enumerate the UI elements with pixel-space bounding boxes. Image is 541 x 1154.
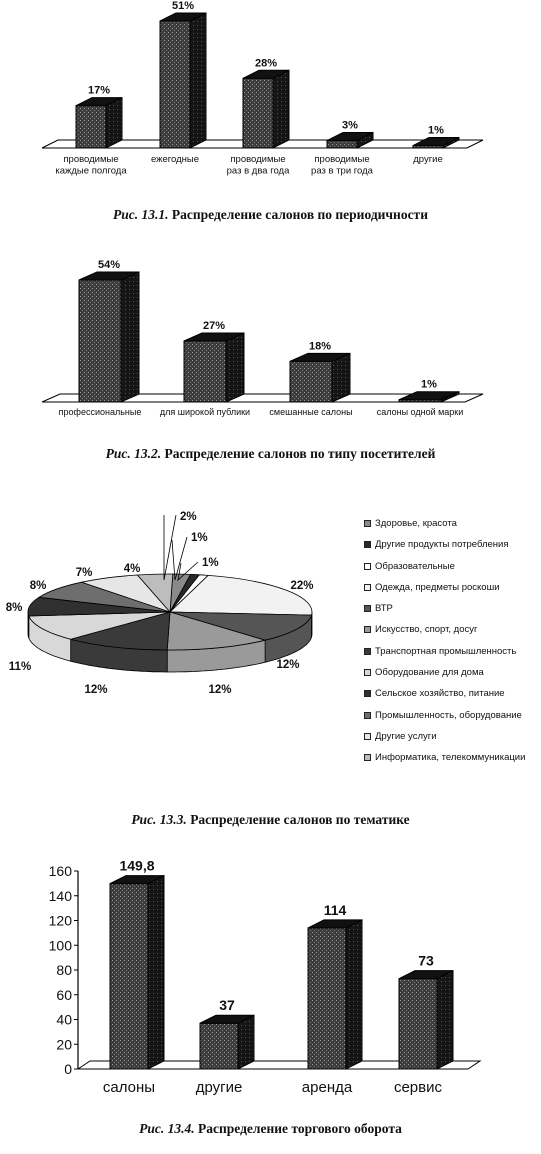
legend-swatch (364, 648, 371, 655)
legend-swatch (364, 712, 371, 719)
y-tick-label: 80 (56, 962, 72, 978)
legend-item (364, 646, 539, 667)
legend-item (364, 731, 539, 752)
category-label: другие (413, 154, 443, 165)
data-label: 37 (219, 997, 235, 1014)
legend-swatch (364, 541, 371, 548)
legend-label: ВТР (375, 603, 393, 615)
legend-label: Одежда, предметы роскоши (375, 581, 500, 593)
category-label: каждые полгода (55, 165, 127, 177)
pie-data-label: 7% (75, 567, 93, 579)
legend-item (364, 624, 539, 645)
caption-fig-13-1: Рис. 13.1. Распределение салонов по периодичности (113, 207, 428, 222)
y-tick-label: 60 (56, 986, 72, 1003)
pie-data-label: 22% (290, 580, 314, 592)
data-label: 54% (97, 259, 121, 271)
legend-item (364, 603, 539, 624)
category-label: аренда (301, 1079, 353, 1096)
legend-label: Искусство, спорт, досуг (375, 624, 478, 636)
data-label: 3% (342, 119, 358, 132)
data-label: 17% (87, 84, 111, 97)
pie-data-label: 4% (123, 563, 141, 575)
legend-item (364, 561, 539, 582)
caption-fig-13-4: Рис. 13.4. Распределение торгового оборота (139, 1121, 402, 1136)
bar-0 (110, 876, 164, 1069)
data-label: 114 (323, 901, 347, 918)
pie-data-label: 12% (84, 684, 108, 696)
category-label: проводимые (230, 154, 286, 165)
y-tick-label: 160 (48, 863, 72, 879)
legend-swatch (364, 754, 371, 761)
data-label: 73 (418, 952, 434, 969)
legend-swatch (364, 584, 371, 591)
pie-data-label: 11% (8, 661, 32, 673)
category-label: раз в два года (226, 165, 290, 177)
y-tick-label: 100 (48, 937, 72, 954)
legend-label: Информатика, телекоммуникации (375, 752, 526, 764)
y-tick-label: 140 (48, 887, 72, 904)
data-label: 149,8 (119, 857, 155, 874)
category-label: проводимые (63, 154, 119, 165)
y-tick-label: 0 (64, 1061, 72, 1077)
caption-fig-13-2: Рис. 13.2. Распределение салонов по типу посетителей (105, 446, 436, 461)
bar-1 (200, 1015, 254, 1069)
legend-item (364, 667, 539, 688)
legend-label: Другие услуги (375, 730, 437, 742)
category-label: смешанные салоны (269, 407, 353, 417)
bar-2 (290, 353, 350, 402)
legend-label: Сельское хозяйство, питание (375, 688, 505, 700)
legend-label: Здоровье, красота (375, 518, 457, 529)
visitors-bar-chart (42, 259, 483, 417)
data-label: 28% (254, 57, 278, 70)
legend-swatch (364, 563, 371, 570)
bar-2 (243, 70, 289, 148)
y-tick-label: 120 (48, 912, 72, 929)
category-label: для широкой публики (159, 407, 251, 417)
legend-swatch (364, 605, 371, 612)
category-label: профессиональные (58, 407, 142, 417)
caption-fig-13-3: Рис. 13.3. Распределение салонов по тематике (131, 812, 410, 827)
topics-legend (364, 518, 539, 774)
pie-data-label: 8% (29, 580, 47, 592)
legend-item (364, 688, 539, 709)
pie-data-label: 1% (191, 532, 208, 544)
data-label: 1% (421, 378, 437, 391)
category-label: ежегодные (150, 154, 200, 165)
data-label: 1% (428, 124, 444, 137)
legend-item (364, 539, 539, 560)
bar-1 (160, 13, 206, 148)
legend-swatch (364, 520, 371, 527)
periodicity-bar-chart (42, 0, 483, 177)
legend-item (364, 518, 539, 539)
bar-1 (184, 333, 244, 402)
data-label: 27% (202, 320, 226, 332)
y-tick-label: 20 (56, 1036, 72, 1053)
topics-pie-chart (6, 511, 314, 696)
data-label: 51% (171, 0, 195, 12)
category-label: другие (195, 1079, 243, 1096)
bar-3 (399, 971, 453, 1069)
legend-swatch (364, 669, 371, 676)
legend-swatch (364, 690, 371, 697)
pie-data-label: 8% (5, 602, 23, 614)
legend-label: Оборудование для дома (375, 667, 484, 679)
legend-swatch (364, 733, 371, 740)
legend-label: Промышленность, оборудование (375, 709, 522, 721)
turnover-bar-chart (49, 858, 480, 1096)
data-label: 18% (308, 340, 332, 353)
category-label: салоны одной марки (376, 407, 464, 417)
y-tick-label: 40 (56, 1011, 72, 1028)
legend-swatch (364, 626, 371, 633)
bar-0 (79, 272, 139, 402)
pie-data-label: 12% (208, 684, 232, 696)
legend-label: Транспортная промышленность (375, 645, 517, 657)
bar-2 (308, 920, 362, 1069)
legend-item (364, 710, 539, 731)
legend-item (364, 752, 539, 773)
legend-label: Образовательные (375, 560, 455, 572)
pie-data-label: 1% (202, 557, 219, 569)
pie-data-label: 2% (180, 511, 197, 523)
legend-label: Другие продукты потребления (375, 539, 509, 551)
category-label: раз в три года (311, 165, 373, 177)
legend-item (364, 582, 539, 603)
bar-0 (76, 98, 122, 148)
pie-data-label: 12% (276, 659, 300, 671)
category-label: салоны (102, 1079, 156, 1096)
category-label: проводимые (314, 154, 370, 165)
category-label: сервис (393, 1079, 443, 1096)
